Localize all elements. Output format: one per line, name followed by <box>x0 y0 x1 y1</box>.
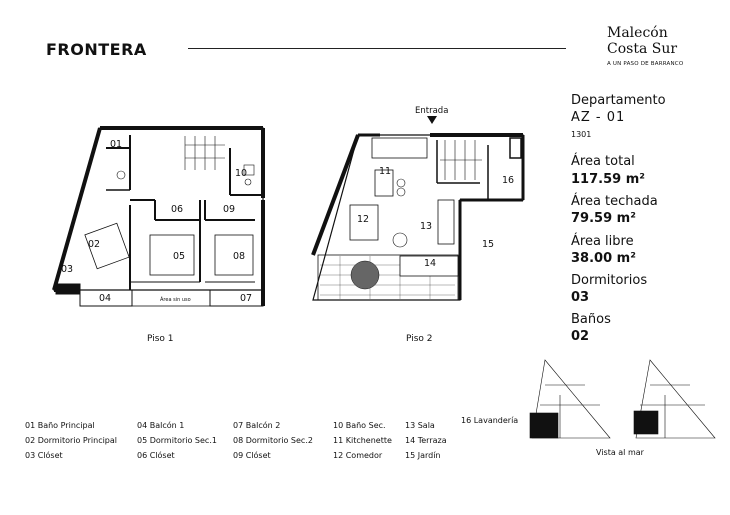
room-10: 10 <box>235 168 248 179</box>
room-06: 06 <box>171 204 184 215</box>
floor2-plan <box>313 135 523 300</box>
legend-item: 15 Jardín <box>405 451 441 460</box>
room-04: 04 <box>99 293 112 304</box>
unused-area-label: Área sin uso <box>160 297 191 303</box>
stat-covered-area-label: Área techada <box>571 194 658 209</box>
room-05: 05 <box>173 251 186 262</box>
stat-free-area-label: Área libre <box>571 234 634 249</box>
unit-code: AZ - 01 <box>571 110 626 125</box>
legend-item: 13 Sala <box>405 421 435 430</box>
legend-item: 05 Dormitorio Sec.1 <box>137 436 217 445</box>
room-11: 11 <box>379 166 392 177</box>
legend-item: 14 Terraza <box>405 436 447 445</box>
legend-item: 06 Clóset <box>137 451 175 460</box>
stat-free-area-value: 38.00 m² <box>571 251 636 266</box>
stat-total-area-value: 117.59 m² <box>571 172 645 187</box>
legend-item: 01 Baño Principal <box>25 421 95 430</box>
stat-total-area-label: Área total <box>571 154 635 169</box>
floor1-plan <box>54 128 263 306</box>
legend-item: 10 Baño Sec. <box>333 421 386 430</box>
unit-number: 1301 <box>571 130 592 139</box>
stat-covered-area-value: 79.59 m² <box>571 211 636 226</box>
legend-item: 07 Balcón 2 <box>233 421 281 430</box>
floor2-label: Piso 2 <box>406 334 433 344</box>
room-08: 08 <box>233 251 246 262</box>
room-03: 03 <box>61 264 74 275</box>
room-15: 15 <box>482 239 495 250</box>
legend-item: 16 Lavandería <box>461 416 519 425</box>
legend-item: 12 Comedor <box>333 451 383 460</box>
project-logo-tagline: A UN PASO DE BARRANCO <box>607 61 684 67</box>
legend-item: 11 Kitchenette <box>333 436 392 445</box>
room-14: 14 <box>424 258 437 269</box>
room-13: 13 <box>420 221 433 232</box>
sea-view-label: Vista al mar <box>596 448 644 457</box>
room-07: 07 <box>240 293 253 304</box>
legend-item: 02 Dormitorio Principal <box>25 436 118 445</box>
legend-item: 08 Dormitorio Sec.2 <box>233 436 313 445</box>
room-16: 16 <box>502 175 515 186</box>
stat-bedrooms-value: 03 <box>571 290 590 305</box>
unit-title: Departamento <box>571 93 666 108</box>
key-plan-left <box>530 360 610 438</box>
floor1-label: Piso 1 <box>147 334 174 344</box>
legend-item: 03 Clóset <box>25 451 63 460</box>
stat-bathrooms-label: Baños <box>571 312 611 327</box>
key-plan-right <box>634 360 715 438</box>
project-logo-line2: Costa Sur <box>607 41 678 57</box>
room-12: 12 <box>357 214 370 225</box>
entrance-arrow-icon <box>427 116 437 124</box>
room-01: 01 <box>110 139 123 150</box>
stat-bedrooms-label: Dormitorios <box>571 273 648 288</box>
entrance-label: Entrada <box>415 106 449 116</box>
brand-logo: FRONTERA <box>46 40 147 59</box>
room-09: 09 <box>223 204 236 215</box>
legend-item: 04 Balcón 1 <box>137 421 185 430</box>
stat-bathrooms-value: 02 <box>571 329 590 344</box>
room-02: 02 <box>88 239 101 250</box>
project-logo-line1: Malecón <box>607 25 668 41</box>
legend-item: 09 Clóset <box>233 451 271 460</box>
